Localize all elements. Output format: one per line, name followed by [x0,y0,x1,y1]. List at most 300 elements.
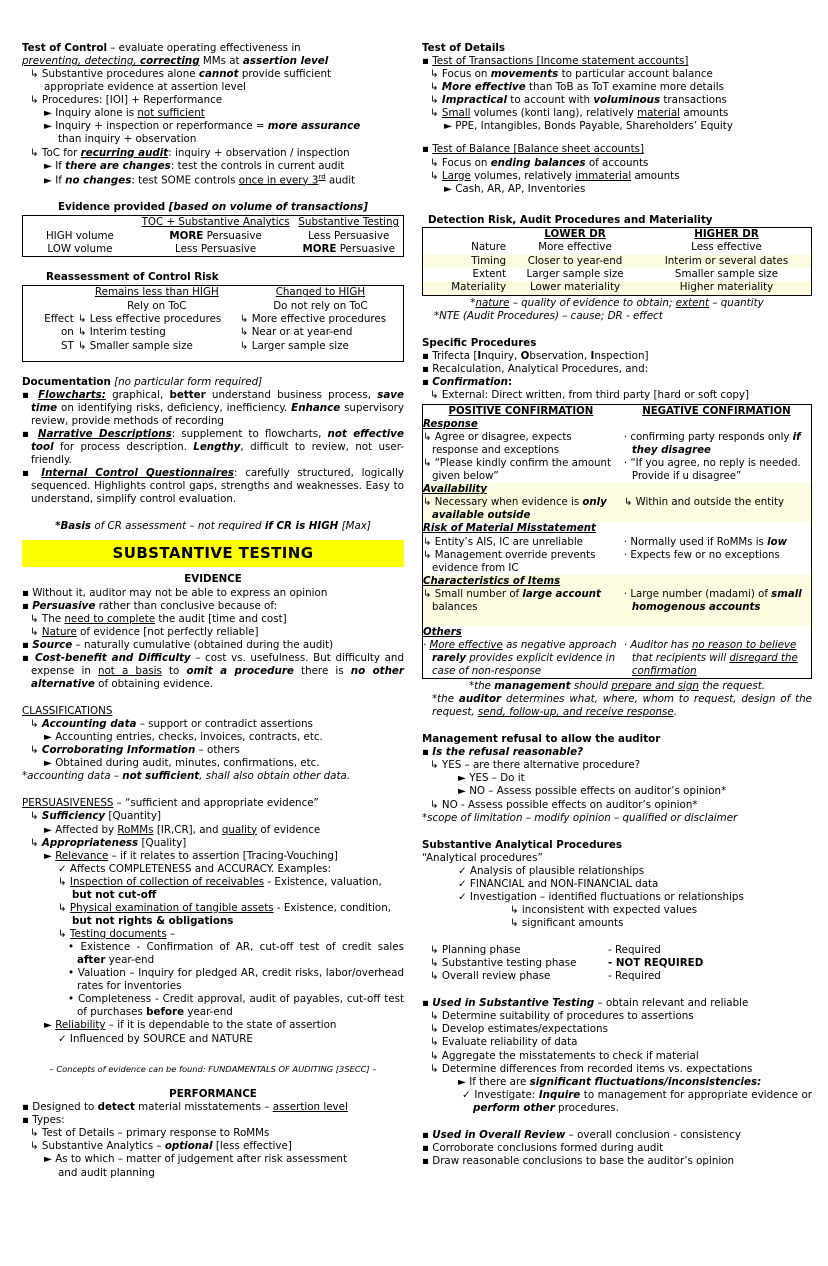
example-1-cont: but not cut-off [72,888,157,901]
management-refusal-section [422,733,812,824]
hook-icon: ↳ [430,81,439,94]
arrow-icon: ► [44,757,52,770]
hook-icon: ↳ [30,146,39,159]
table-row [423,536,812,575]
arrow-icon: ► [44,731,52,744]
hook-icon: ↳ [30,612,39,625]
sap-phase-1-label: ↳ Substantive testing phase [430,957,577,970]
dr-row3-label: Materiality [451,281,507,294]
square-bullet-icon: ▪ [422,1154,429,1167]
class-item-1: ↳ Accounting data – support or contradict assertions [30,718,313,731]
sp-l1: ▪ Trifecta [Inquiry, Observation, Inspection] [422,349,649,362]
toc-line2-c: MMs at [199,55,243,68]
sap-phase-row [430,944,812,957]
dot-bullet-icon: · [623,549,628,561]
table-group-header [423,522,812,535]
toc-s3-b: there are changes [65,159,171,172]
sap-phase-1-value: - NOT REQUIRED [608,957,704,970]
toc-s1-a: Inquiry alone is [55,107,138,120]
hook-icon: ↳ [510,903,519,916]
cr-basis-note: *Basis of CR assessment – not required if CR is HIGH [Max] [55,520,371,533]
sap-investigate: ✓ Investigate: Inquire to management for appropriate evidence or perform other procedures. [462,1088,812,1114]
evidence-row0-label: HIGH volume [45,229,114,242]
evidence-row1-c2: MORE Persuasive [302,242,395,255]
perf-l5: ► As to which – matter of judgement after risk assessment and audit planning [44,1153,347,1179]
table-row [423,268,812,281]
hook-icon: ↳ [430,957,439,970]
refusal-yes: ↳ YES – are there alternative procedure? [430,759,641,772]
hook-icon: ↳ [58,875,67,888]
hook-icon: ↳ [423,549,432,561]
hook-icon: ↳ [423,497,432,509]
toc-s4-b: no changes [65,174,132,187]
dr-table-title: Detection Risk, Audit Procedures and Materiality [428,213,713,226]
hook-icon: ↳ [430,970,439,983]
dr-row1-label: Timing [471,254,507,267]
reliability-item: ► Reliability – if it is dependable to the state of assertion [44,1019,337,1032]
sap-ust-item: ↳ Determine differences from recorded items vs. expectations [430,1062,753,1075]
confirm-note-2: *the auditor determines what, where, whom to request, design of the request, send, follow-up, and receive response. [432,693,813,719]
tot-2: ↳ More effective than ToB as ToT examine more details [430,81,724,94]
check-icon: ✓ [458,877,467,890]
arrow-icon: ► [44,120,52,133]
test-of-control-block [22,42,404,187]
source-note: – Concepts of evidence can be found: FUNDAMENTALS OF AUDITING [3SECC] – [49,1063,377,1074]
hook-icon: ↳ [423,588,432,600]
dr-row3-c2: Higher materiality [679,281,774,294]
hook-icon: ↳ [510,917,519,929]
evidence-col1-header: TOC + Substantive Analytics [141,216,290,229]
toc-s2-a: Inquiry + inspection or reperformance = [55,120,268,133]
sap-phase-0-value: - Required [608,944,661,957]
toc-line2-a: preventing, detecting, [22,55,140,68]
hook-icon: ↳ [239,313,249,326]
check-icon: ✓ [458,890,467,903]
group-availability: Availability [423,484,487,496]
sp-title: Specific Procedures [422,336,537,349]
right-column [422,42,812,1256]
hook-icon: ↳ [30,94,39,107]
table-row [23,340,404,353]
table-row [423,431,812,483]
hook-icon: ↳ [58,928,67,941]
toc-sub-2-cont: than inquiry + observation [58,133,197,146]
square-bullet-icon: ▪ [422,746,429,759]
toc-line2 [22,55,404,68]
perf-l4: ↳ Substantive Analytics – optional [less effective] [30,1140,292,1153]
confirm-header-right: NEGATIVE CONFIRMATION [642,406,791,418]
evidence-l4: ↳ Nature of evidence [not perfectly reliable] [30,625,259,638]
toc-b1-b: cannot [198,68,239,81]
reassess-side-label-1: on [61,326,74,339]
evidence-heading: EVIDENCE [184,573,242,586]
detection-risk-table [422,227,812,296]
tot-4-sub: ► PPE, Intangibles, Bonds Payable, Shareholders’ Equity [444,120,733,133]
characteristics-right: · Large number (madami) of small homogenous accounts [623,588,802,613]
toc-sub-4 [44,173,404,187]
class-item-2: ↳ Corroborating Information – others [30,744,240,757]
table-row [23,243,404,257]
dot-bullet-icon: · [423,639,427,651]
hook-icon: ↳ [77,313,87,326]
evidence-row1-label: LOW volume [47,242,113,255]
refusal-note: *scope of limitation – modify opinion – qualified or disclaimer [422,811,738,824]
doc-item-flowcharts: ▪ Flowcharts: graphical, better understand business process, save time on identifying risks, deficiency, inefficiency. Enhance supervisory review, provide methods of recording [22,388,405,427]
toc-sub-3 [44,160,404,173]
toc-line2-d: assertion level [242,55,329,68]
hook-icon: ↳ [30,718,39,731]
performance-heading: PERFORMANCE [169,1088,257,1101]
reassessment-table [22,285,404,361]
classifications-heading: CLASSIFICATIONS [22,705,113,718]
square-bullet-icon: ▪ [22,599,29,612]
square-bullet-icon: ▪ [422,362,429,375]
evidence-provided-table [22,215,404,257]
availability-right: ↳ Within and outside the entity [623,497,785,509]
table-row [23,230,404,243]
performance-section [22,1088,404,1179]
group-response: Response [423,419,478,431]
sap-phase-row [430,970,812,983]
toc-b2-text: Procedures: [IOI] + Reperformance [41,94,223,107]
arrow-icon: ► [458,772,466,785]
tob-2: ↳ Large volumes, relatively immaterial amounts [430,169,680,182]
dr-row0-label: Nature [471,241,507,254]
dot-bullet-icon: • [68,941,75,954]
toc-s2-b: more assurance [267,120,361,133]
dr-row1-c2: Interim or several dates [664,254,789,267]
reassess-col2-sub: Do not rely on ToC [273,299,368,312]
square-bullet-icon: ▪ [422,143,429,156]
evidence-l6: ▪ Cost-benefit and Difficulty – cost vs. usefulness. But difficulty and expense in not a basis to omit a procedure there is no other alternative of obtaining evidence. [22,651,404,690]
sap-uor-l2: ▪ Corroborate conclusions formed during audit [422,1141,664,1154]
dot-bullet-icon: · [623,588,628,600]
table-header-row [423,227,812,241]
square-bullet-icon: ▪ [22,388,32,401]
availability-left: ↳ Necessary when evidence is only available outside [423,497,607,522]
left-column [22,42,404,1256]
detection-risk-section [422,214,812,323]
toc-title-rest: – evaluate operating effectiveness in [106,42,301,54]
evidence-title-rest: [based on volume of transactions] [165,201,369,214]
evidence-l1: ▪ Without it, auditor may not be able to express an opinion [22,586,328,599]
hook-icon: ↳ [423,458,432,470]
romm-right: · Normally used if RoMMs is low · Expects few or no exceptions [623,536,787,561]
hook-icon: ↳ [430,1049,439,1062]
group-romm: Risk of Material Misstatement [423,523,596,535]
suff-sub: ► Affected by RoMMs [IR,CR], and quality of evidence [44,823,321,836]
refusal-yes-yes: ► YES – Do it [458,772,525,785]
classifications-section [22,705,404,783]
dr-col1-header: LOWER DR [544,227,606,240]
tob-header: ▪ Test of Balance [Balance sheet accounts] [422,143,644,156]
dot-bullet-icon: · [623,432,628,444]
dr-row0-c2: Less effective [691,241,762,254]
arrow-icon: ► [444,120,452,133]
hook-icon: ↳ [30,836,39,849]
reassess-col2-header: Changed to HIGH [275,286,366,299]
sap-c3: ✓ Investigation – identified fluctuations or relationships [458,890,744,903]
example-2-cont: but not rights & obligations [72,914,234,927]
example-2: ↳ Physical examination of tangible assets - Existence, condition, [58,901,392,914]
sap-c1: ✓ Analysis of plausible relationships [458,864,645,877]
sap-phase-2-label: ↳ Overall review phase [430,970,551,983]
others-left: · More effective as negative approach rarely provides explicit evidence in case of non-response [423,639,617,677]
table-group-header [423,483,812,496]
classifications-note: *accounting data – not sufficient, shall also obtain other data. [22,770,351,783]
romm-left: ↳ Entity’s AIS, IC are unreliable ↳ Management override prevents evidence from IC [423,536,596,574]
hook-icon: ↳ [430,68,439,81]
evidence-l3: ↳ The need to complete the audit [time and cost] [30,612,287,625]
arrow-icon: ► [44,1019,52,1032]
toc-line2-b: correcting [139,55,200,68]
documentation-title-line [22,376,404,389]
toc-b3-b: recurring audit [80,146,169,159]
sap-subtitle: “Analytical procedures” [422,851,543,864]
hook-icon: ↳ [77,339,87,352]
hook-icon: ↳ [430,1036,439,1049]
substantive-testing-banner: SUBSTANTIVE TESTING [22,540,404,567]
square-bullet-icon: ▪ [22,467,34,480]
reassess-row1-c1: ↳ Interim testing [77,326,166,339]
toc-s4-c: : test SOME controls [131,174,239,187]
reassess-col1-header: Remains less than HIGH [94,286,219,299]
hook-icon: ↳ [430,944,439,957]
dot-bullet-icon: · [623,639,628,651]
reassess-col1-sub: Rely on ToC [127,299,187,312]
toc-s3-c: : test the controls in current audit [170,159,345,172]
refusal-title: Management refusal to allow the auditor [422,733,661,746]
toc-s4-a: If [55,174,66,187]
reassessment-title: Reassessment of Control Risk [46,271,219,284]
reassess-row2-c1: ↳ Smaller sample size [77,339,193,352]
toc-sub-1 [44,107,404,120]
square-bullet-icon: ▪ [422,1128,429,1141]
reassess-row1-c2: ↳ Near or at year-end [239,326,353,339]
check-icon: ✓ [58,1032,67,1045]
sap-ust-item: ↳ Aggregate the misstatements to check if material [430,1049,699,1062]
tot-3: ↳ Impractical to account with voluminous transactions [430,94,727,107]
reassess-row0-c2: ↳ More effective procedures [239,313,387,326]
toc-s1-b: not sufficient [137,107,205,120]
arrow-icon: ► [44,849,52,862]
square-bullet-icon: ▪ [422,997,429,1010]
hook-icon: ↳ [58,901,67,914]
sap-significant: ► If there are significant fluctuations/inconsistencies: [458,1075,762,1088]
perf-l1: ▪ Designed to detect material misstatements – assertion level [22,1101,348,1114]
square-bullet-icon: ▪ [22,651,31,664]
evidence-row0-c2: Less Persuasive [308,229,390,242]
tob-2-sub: ► Cash, AR, AP, Inventories [444,182,586,195]
confirm-header-left: POSITIVE CONFIRMATION [448,406,594,418]
group-characteristics: Characteristics of Items [423,575,561,587]
square-bullet-icon: ▪ [22,586,29,599]
hook-icon: ↳ [77,326,87,339]
toc-title-line [22,42,404,55]
table-row [423,281,812,295]
toc-bullet-1-cont: appropriate evidence at assertion level [44,81,246,94]
hook-icon: ↳ [430,156,439,169]
square-bullet-icon: ▪ [22,427,32,440]
table-group-header [423,626,812,639]
dot-bullet-icon: • [68,993,75,1006]
hook-icon: ↳ [430,1023,439,1036]
reassess-row2-c2: ↳ Larger sample size [239,339,349,352]
suff-item: ↳ Sufficiency [Quantity] [30,810,161,823]
square-bullet-icon: ▪ [22,638,29,651]
dot-bullet-icon: • [68,967,75,980]
sap-ust-header: ▪ Used in Substantive Testing – obtain relevant and reliable [422,997,749,1010]
refusal-no: ↳ NO - Assess possible effects on auditor’s opinion* [430,798,698,811]
hook-icon: ↳ [430,1062,439,1075]
toc-b1-a: Substantive procedures alone [41,68,199,81]
evidence-provided-section [22,201,404,257]
dot-bullet-icon: · [623,458,628,470]
hook-icon: ↳ [430,169,439,182]
evidence-col2-header: Substantive Testing [298,216,400,229]
table-row [423,255,812,268]
hook-icon: ↳ [430,107,439,120]
arrow-icon: ► [44,174,52,187]
perf-l2: ▪ Types: [22,1114,65,1127]
arrow-icon: ► [444,182,452,195]
evidence-title-bold: Evidence provided [57,201,166,214]
confirmation-comparison-table [422,404,812,679]
arrow-icon: ► [44,823,52,836]
dr-row2-c2: Smaller sample size [674,267,779,280]
toc-s3-a: If [55,159,66,172]
arrow-icon: ► [44,107,52,120]
square-bullet-icon: ▪ [422,375,429,388]
specific-procedures-section [422,337,812,402]
square-bullet-icon: ▪ [22,1101,29,1114]
sap-c3-s1: ↳ inconsistent with expected values [510,903,698,916]
evidence-provided-title [22,201,404,214]
dr-row3-c1: Lower materiality [529,281,621,294]
table-header-row [23,216,404,230]
sp-l4: ↳ External: Direct written, from third party [hard or soft copy] [430,389,750,401]
documentation-title: Documentation [22,375,111,388]
refusal-yes-no: ► NO – Assess possible effects on auditor’s opinion* [458,785,727,798]
td-existence: • Existence - Confirmation of AR, cut-off test of credit sales after year-end [68,941,404,967]
square-bullet-icon: ▪ [422,1141,429,1154]
hook-icon: ↳ [430,798,439,811]
evidence-section [22,573,404,691]
sap-uor-l3: ▪ Draw reasonable conclusions to base the auditor’s opinion [422,1154,735,1167]
toc-title: Test of Control [22,42,107,54]
hook-icon: ↳ [430,389,439,401]
evidence-row0-c1: MORE Persuasive [169,229,262,242]
hook-icon: ↳ [423,536,432,548]
td-valuation: • Valuation – Inquiry for pledged AR, credit risks, labor/overhead rates for inventories [68,967,404,993]
square-bullet-icon: ▪ [22,1114,29,1127]
sap-ust-item: ↳ Develop estimates/expectations [430,1023,608,1036]
table-row [23,313,404,326]
tot-1: ↳ Focus on movements to particular account balance [430,68,713,81]
dr-row0-c1: More effective [538,241,612,254]
hook-icon: ↳ [30,68,39,81]
sap-c2: ✓ FINANCIAL and NON-FINANCIAL data [458,877,659,890]
table-group-header [423,575,812,588]
dr-row1-c1: Closer to year-end [527,254,623,267]
tob-1: ↳ Focus on ending balances of accounts [430,156,649,169]
others-right: · Auditor has no reason to believe that recipients will disregard the confirmation [623,639,798,677]
hook-icon: ↳ [239,339,249,352]
tot-4: ↳ Small volumes (konti lang), relatively material amounts [430,107,729,120]
table-row [423,496,812,522]
doc-item-icq: ▪ Internal Control Questionnaires: carefully structured, logically sequenced. Highlights control gaps, strengths and weaknesses. Easy to understand, simplify control evaluation. [22,467,404,506]
hook-icon: ↳ [430,759,439,772]
reliability-check: ✓ Influenced by SOURCE and NATURE [58,1032,253,1045]
evidence-row1-c1: Less Persuasive [175,242,257,255]
reassess-side-label-0: Effect [44,313,74,326]
arrow-icon: ► [458,1075,466,1088]
table-row [23,326,404,339]
perf-l3: ↳ Test of Details – primary response to RoMMs [30,1127,270,1140]
check-icon: ✓ [458,864,467,877]
table-header-row [23,286,404,300]
hook-icon: ↳ [623,497,633,509]
response-right: · confirming party responds only if they disagree · “If you agree, no reply is needed. Provide if u disagree” [623,432,801,483]
toc-s4-e: audit [325,174,356,187]
characteristics-left: ↳ Small number of large account balances [423,588,601,613]
square-bullet-icon: ▪ [422,55,429,68]
sap-phase-row [430,957,812,970]
table-row [423,241,812,254]
evidence-l2: ▪ Persuasive rather than conclusive because of: [22,599,278,612]
hook-icon: ↳ [30,1127,39,1140]
sap-phase-2-value: - Required [608,970,661,983]
toc-b3-a: ToC for [41,146,81,159]
sap-ust-item: ↳ Determine suitability of procedures to assertions [430,1010,694,1023]
td-completeness: • Completeness - Credit approval, audit of payables, cut-off test of purchases before year-end [68,993,404,1019]
toc-s4-sup: rd [318,172,326,181]
relevance-check: ✓ Affects COMPLETENESS and ACCURACY. Examples: [58,862,331,875]
table-row [423,588,812,626]
table-header-row [423,405,812,419]
toc-b3-c: : inquiry + observation / inspection [168,146,350,159]
persuasiveness-heading: PERSUASIVENESS – “sufficient and appropriate evidence” [22,797,319,810]
sap-phase-0-label: ↳ Planning phase [430,944,521,957]
example-3: ↳ Testing documents – [58,928,176,941]
hook-icon: ↳ [30,810,39,823]
sap-section [422,839,812,1168]
class-item-2-sub: ► Obtained during audit, minutes, confirmations, etc. [44,757,320,770]
hook-icon: ↳ [30,625,39,638]
confirm-note-1: *the management should prepare and sign the request. [468,680,766,692]
check-icon: ✓ [462,1088,471,1101]
check-icon: ✓ [58,862,67,875]
class-item-1-sub: ► Accounting entries, checks, invoices, contracts, etc. [44,731,323,744]
table-group-header [423,418,812,431]
sap-c3-s2: ↳ significant amounts [510,917,624,929]
tot-header: ▪ Test of Transactions [Income statement accounts] [422,55,689,68]
refusal-question: ▪ Is the refusal reasonable? [422,746,584,759]
sp-l2: ▪ Recalculation, Analytical Procedures, and: [422,362,649,375]
persuasiveness-section [22,797,404,1045]
toc-s4-d: once in every 3 [238,174,319,187]
dot-bullet-icon: · [623,536,628,548]
dr-row2-c1: Larger sample size [526,267,624,280]
approp-item: ↳ Appropriateness [Quality] [30,836,187,849]
sap-title: Substantive Analytical Procedures [422,838,622,851]
toc-bullet-2 [30,94,404,107]
square-bullet-icon: ▪ [422,349,429,362]
dr-col2-header: HIGHER DR [694,227,759,240]
example-1: ↳ Inspection of collection of receivables - Existence, valuation, [58,875,382,888]
toc-bullet-1 [30,68,404,81]
hook-icon: ↳ [430,94,439,107]
